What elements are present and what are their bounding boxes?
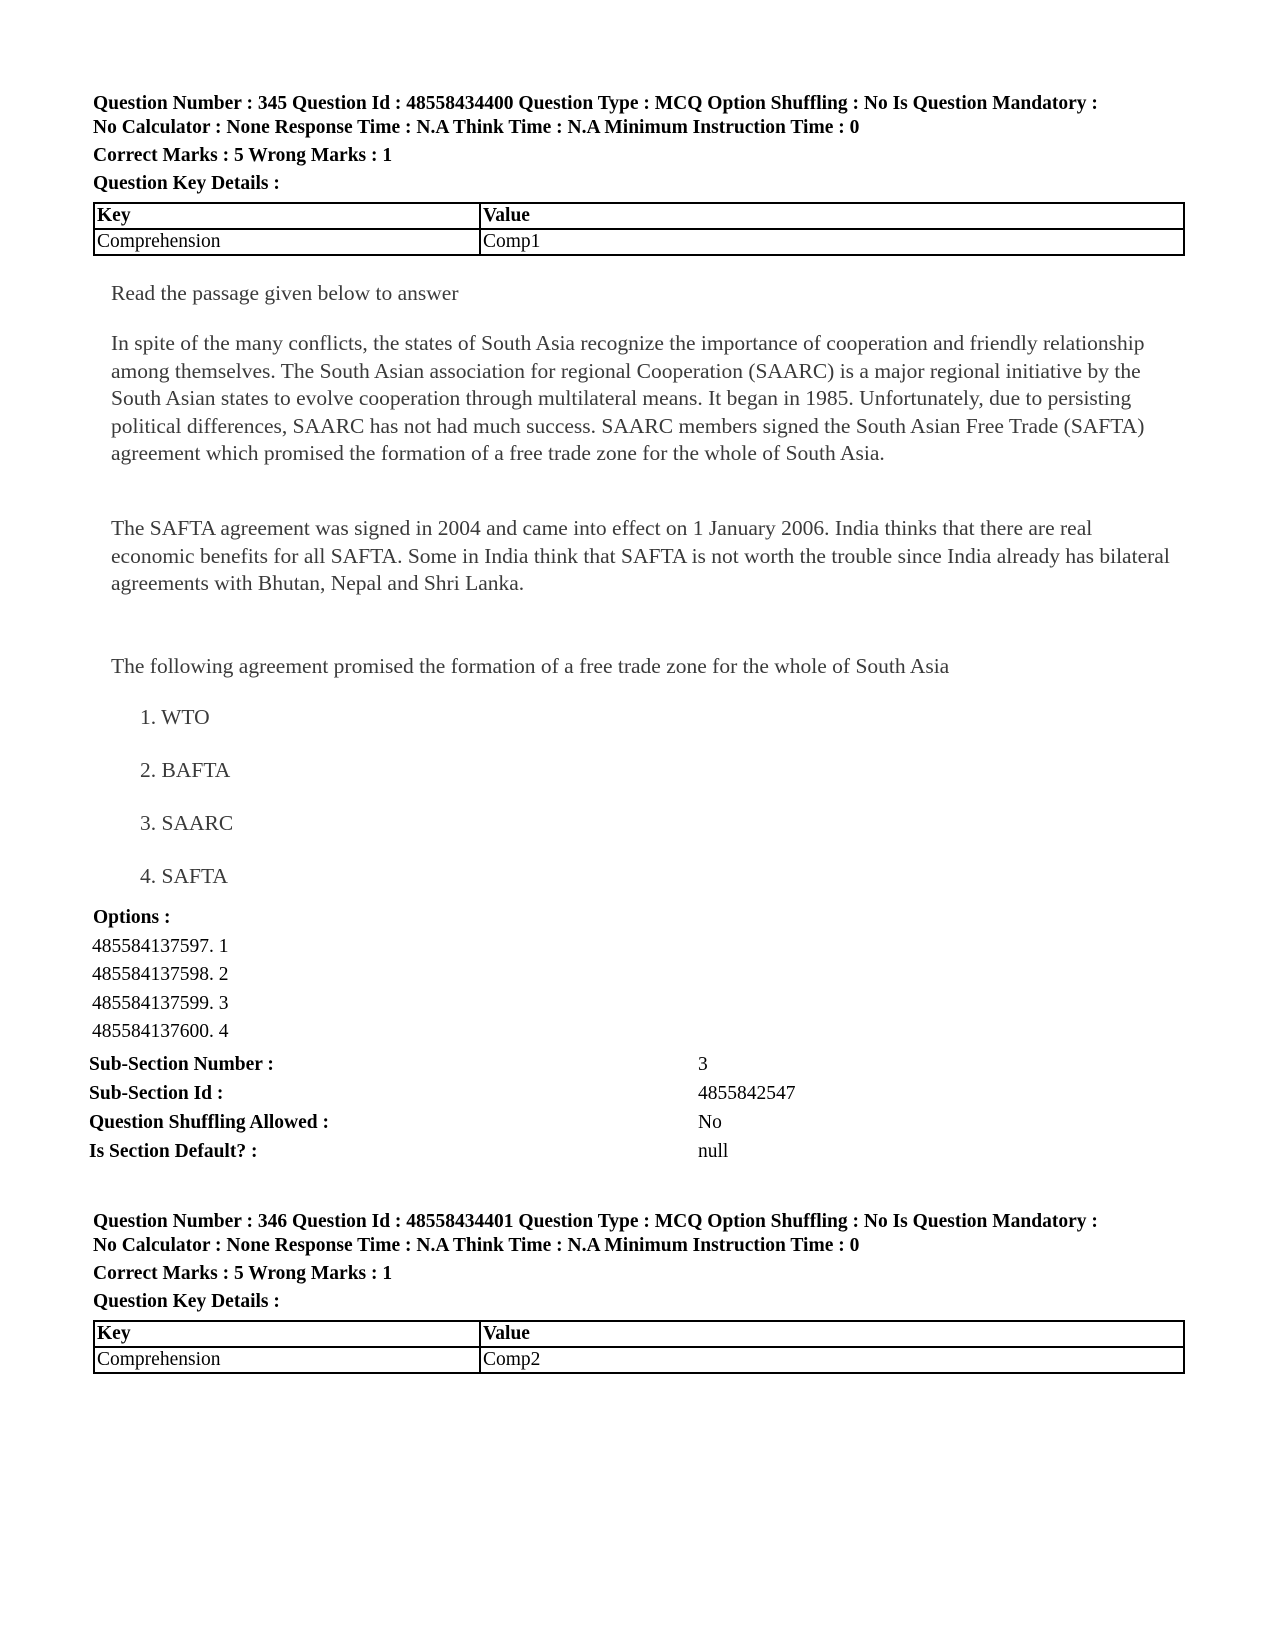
q346-key-details-label: Question Key Details :: [93, 1291, 280, 1312]
q346-key-table: [93, 1320, 1185, 1374]
subsection-id-label: Sub-Section Id :: [89, 1083, 224, 1104]
q345-key-table: [93, 202, 1185, 256]
q346-meta-line-1: Question Number : 346 Question Id : 48558434401 Question Type : MCQ Option Shuffling : No Is Question Mandatory :: [93, 1211, 1098, 1232]
question-text: The following agreement promised the formation of a free trade zone for the whole of South Asia: [111, 654, 950, 678]
passage-paragraph-1: [111, 330, 1171, 468]
table-cell-value: Comp1: [480, 229, 1184, 255]
choice-item: 2. BAFTA: [140, 758, 231, 782]
table-header-key: Key: [94, 1321, 480, 1347]
option-item[interactable]: 485584137597. 1: [92, 936, 229, 957]
q345-marks: Correct Marks : 5 Wrong Marks : 1: [93, 145, 393, 166]
table-header-key: Key: [94, 203, 480, 229]
table-cell-key: Comprehension: [94, 229, 480, 255]
q345-meta-line-1: Question Number : 345 Question Id : 48558434400 Question Type : MCQ Option Shuffling : No Is Question Mandatory :: [93, 93, 1098, 114]
subsection-number-label: Sub-Section Number :: [89, 1054, 274, 1075]
section-default-value: null: [698, 1141, 729, 1162]
table-row: [94, 1347, 1184, 1373]
table-cell-value: Comp2: [480, 1347, 1184, 1373]
passage-paragraph-2-text: The SAFTA agreement was signed in 2004 and came into effect on 1 January 2006. India thinks that there are real economic benefits for all SAFTA. Some in India think that SAFTA is not worth the trouble since India already has bilateral agreements with Bhutan, Nepal and Shri Lanka.: [111, 516, 1170, 595]
table-row: [94, 229, 1184, 255]
subsection-number-value: 3: [698, 1054, 708, 1075]
passage-paragraph-1-text: In spite of the many conflicts, the states of South Asia recognize the importance of cooperation and friendly relationship among themselves. The South Asian association for regional Cooperation (SAARC) is a major regional initiative by the South Asian states to evolve cooperation through multilateral means. It began in 1985. Unfortunately, due to persisting political differences, SAARC has not had much success. SAARC members signed the South Asian Free Trade (SAFTA) agreement which promised the formation of a free trade zone for the whole of South Asia.: [111, 331, 1145, 465]
passage-paragraph-2: [111, 515, 1171, 598]
q346-marks: Correct Marks : 5 Wrong Marks : 1: [93, 1263, 393, 1284]
options-label: Options :: [93, 907, 171, 928]
table-header-value: Value: [480, 203, 1184, 229]
q345-key-details-label: Question Key Details :: [93, 173, 280, 194]
option-item[interactable]: 485584137600. 4: [92, 1021, 229, 1042]
passage-intro: Read the passage given below to answer: [111, 281, 459, 305]
table-cell-key: Comprehension: [94, 1347, 480, 1373]
table-header-row: [94, 1321, 1184, 1347]
choice-item: 3. SAARC: [140, 811, 234, 835]
question-shuffling-value: No: [698, 1112, 722, 1133]
table-header-value: Value: [480, 1321, 1184, 1347]
table-header-row: [94, 203, 1184, 229]
choice-item: 1. WTO: [140, 705, 210, 729]
section-default-label: Is Section Default? :: [89, 1141, 258, 1162]
subsection-id-value: 4855842547: [698, 1083, 796, 1104]
choice-item: 4. SAFTA: [140, 864, 228, 888]
option-item[interactable]: 485584137599. 3: [92, 993, 229, 1014]
option-item[interactable]: 485584137598. 2: [92, 964, 229, 985]
q346-meta-line-2: No Calculator : None Response Time : N.A Think Time : N.A Minimum Instruction Time : 0: [93, 1235, 860, 1256]
question-shuffling-label: Question Shuffling Allowed :: [89, 1112, 330, 1133]
q345-meta-line-2: No Calculator : None Response Time : N.A Think Time : N.A Minimum Instruction Time : 0: [93, 117, 860, 138]
